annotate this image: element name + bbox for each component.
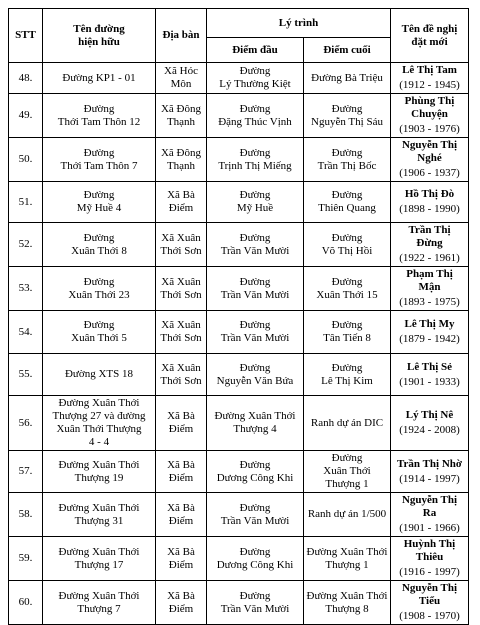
cell-line: Đường	[331, 452, 363, 464]
table-row	[9, 182, 469, 223]
cell-line: Mận	[418, 281, 441, 293]
cell-line: Đường Xuân Thới	[306, 589, 388, 602]
cell-line: Đường	[239, 146, 271, 159]
cell-line: Đường	[83, 146, 115, 159]
cell-years: (1901 - 1933)	[399, 375, 460, 388]
cell-line: Đường Xuân Thới	[306, 545, 388, 558]
cell-start-point	[207, 354, 304, 396]
cell-start-point	[207, 138, 304, 182]
cell-current-name	[43, 138, 156, 182]
cell-new-name	[391, 182, 469, 223]
cell-start-point	[207, 537, 304, 581]
cell-stt: 49.	[9, 94, 43, 138]
cell-line: Môn	[170, 78, 192, 90]
cell-years: (1924 - 2008)	[399, 424, 460, 436]
cell-line: Trần Thị Nhờ	[397, 457, 462, 470]
cell-new-name	[391, 267, 469, 311]
cell-stt: 48.	[9, 63, 43, 94]
cell-stt: 56.	[9, 396, 43, 451]
cell-line: Thới Sơn	[160, 244, 202, 257]
cell-line: Đường	[239, 65, 271, 77]
cell-stt: 57.	[9, 451, 43, 493]
table-row	[9, 63, 469, 94]
cell-line: Thới Tam Thôn 12	[57, 115, 141, 128]
cell-current-name	[43, 223, 156, 267]
cell-line: Điểm	[168, 471, 194, 484]
cell-stt: 59.	[9, 537, 43, 581]
cell-line: Đường	[239, 361, 271, 374]
cell-line: Đường	[239, 545, 271, 558]
cell-line: Lý Thường Kiệt	[219, 78, 291, 90]
cell-end-point	[304, 182, 391, 223]
cell-area	[156, 581, 207, 625]
cell-stt: 58.	[9, 493, 43, 537]
cell-line: Đường	[331, 189, 363, 201]
cell-current-name	[43, 396, 156, 451]
cell-line: Đặng Thúc Vịnh	[218, 115, 292, 128]
cell-line: Trần Thị Bốc	[317, 159, 377, 172]
table-row	[9, 267, 469, 311]
cell-line: Lê Thị Tam	[402, 64, 457, 76]
cell-line: Xuân Thới Thượng	[56, 423, 142, 435]
cell-line: Xã Bà	[167, 501, 195, 514]
cell-area	[156, 267, 207, 311]
cell-line: Đường Xuân Thới	[58, 458, 140, 471]
cell-line: Xuân Thới 8	[71, 244, 127, 257]
cell-line: Thới Sơn	[160, 374, 202, 387]
cell-new-name	[391, 537, 469, 581]
cell-line: Xuân Thới	[323, 465, 371, 477]
cell-line: Thượng 17	[74, 558, 124, 571]
cell-line: Thượng 1	[325, 558, 369, 571]
cell-stt: 54.	[9, 311, 43, 354]
cell-line: Đường	[331, 146, 363, 159]
cell-line: Dương Công Khi	[216, 471, 294, 484]
cell-line: Nguyễn Thị	[401, 494, 458, 506]
cell-line: Đường	[83, 275, 115, 288]
cell-current-name	[43, 354, 156, 396]
cell-line: Thượng 8	[325, 602, 369, 615]
cell-line: Đường	[331, 319, 363, 331]
header-area: Địa bàn	[156, 9, 207, 63]
cell-area	[156, 396, 207, 451]
cell-line: Đường	[239, 102, 271, 115]
cell-line: Xã Bà	[167, 458, 195, 471]
cell-line: Xã Xuân	[161, 361, 201, 374]
cell-end-point	[304, 63, 391, 94]
cell-line: Đường	[331, 361, 363, 374]
cell-years: (1898 - 1990)	[399, 203, 460, 215]
cell-line: Võ Thị Hồi	[321, 244, 373, 257]
table-row	[9, 94, 469, 138]
table-body	[9, 63, 469, 625]
cell-line: Đường	[83, 231, 115, 244]
cell-line: Chuyện	[411, 108, 448, 120]
cell-line: Đường Xuân Thới	[58, 397, 140, 409]
cell-area	[156, 223, 207, 267]
table-row	[9, 493, 469, 537]
cell-current-name	[43, 537, 156, 581]
header-route: Lý trình	[207, 9, 391, 38]
cell-line: Ranh dự án DIC	[310, 416, 384, 429]
cell-area	[156, 354, 207, 396]
cell-current-name	[43, 311, 156, 354]
cell-line: Xã Đông	[160, 102, 202, 115]
cell-new-name	[391, 223, 469, 267]
cell-years: (1901 - 1966)	[399, 522, 460, 534]
header-current-name: Tên đường hiện hữu	[43, 9, 156, 63]
table-row	[9, 223, 469, 267]
cell-years: (1903 - 1976)	[399, 123, 460, 135]
cell-line: Thiêu	[415, 551, 444, 563]
cell-end-point	[304, 311, 391, 354]
cell-line: Xuân Thới 5	[71, 332, 127, 344]
cell-line: Thạnh	[166, 159, 196, 172]
cell-end-point	[304, 396, 391, 451]
cell-line: Đường Bà Triệu	[311, 71, 383, 84]
cell-line: Đường	[331, 231, 363, 244]
header-new-name: Tên đề nghị đặt mới	[391, 9, 469, 63]
cell-end-point	[304, 451, 391, 493]
cell-start-point	[207, 182, 304, 223]
cell-line: Đường XTS 18	[64, 368, 133, 380]
cell-line: Trần Thị	[408, 224, 451, 236]
cell-area	[156, 537, 207, 581]
table-row	[9, 537, 469, 581]
cell-line: Đường	[331, 102, 363, 115]
cell-end-point	[304, 493, 391, 537]
cell-current-name	[43, 267, 156, 311]
cell-line: 4 - 4	[88, 436, 110, 448]
cell-end-point	[304, 138, 391, 182]
cell-line: Thới Tam Thôn 7	[60, 159, 138, 172]
cell-line: Thượng 19	[74, 471, 124, 484]
cell-line: Điểm	[168, 514, 194, 527]
cell-current-name	[43, 63, 156, 94]
cell-new-name	[391, 493, 469, 537]
cell-line: Ra	[422, 507, 437, 519]
cell-line: Điểm	[168, 202, 194, 214]
cell-line: Điểm	[168, 602, 194, 615]
cell-line: Xuân Thới 23	[68, 288, 130, 301]
cell-line: Đường	[331, 275, 363, 288]
cell-years: (1912 - 1945)	[399, 79, 460, 91]
cell-line: Nguyễn Thị	[401, 582, 458, 594]
table-row	[9, 396, 469, 451]
cell-line: Huỳnh Thị	[403, 538, 456, 550]
cell-line: Ranh dự án 1/500	[307, 508, 387, 520]
cell-line: Đường	[239, 231, 271, 244]
cell-line: Đường Xuân Thới	[214, 410, 296, 422]
cell-line: Thượng 27 và đường	[52, 410, 146, 422]
cell-area	[156, 493, 207, 537]
cell-end-point	[304, 223, 391, 267]
cell-line: Đường	[83, 319, 115, 331]
cell-area	[156, 182, 207, 223]
cell-stt: 60.	[9, 581, 43, 625]
cell-line: Lê Thị Sẻ	[406, 360, 453, 373]
cell-end-point	[304, 537, 391, 581]
cell-line: Nguyễn Thị	[401, 139, 458, 151]
cell-line: Thới Sơn	[160, 332, 202, 344]
cell-line: Lê Thị My	[404, 318, 455, 330]
cell-years: (1906 - 1937)	[399, 167, 460, 179]
cell-line: Đừng	[416, 237, 443, 249]
cell-line: Điểm	[168, 558, 194, 571]
cell-stt: 55.	[9, 354, 43, 396]
road-naming-table	[8, 8, 469, 625]
cell-line: Xã Bà	[167, 545, 195, 558]
cell-area	[156, 311, 207, 354]
cell-line: Trần Văn Mười	[220, 514, 290, 527]
cell-line: Thượng 7	[77, 602, 121, 615]
cell-new-name	[391, 451, 469, 493]
cell-line: Nghé	[417, 152, 442, 164]
cell-stt: 52.	[9, 223, 43, 267]
cell-stt: 51.	[9, 182, 43, 223]
cell-start-point	[207, 581, 304, 625]
cell-line: Điểm	[168, 423, 194, 435]
cell-line: Nguyễn Thị Sáu	[311, 115, 383, 128]
cell-current-name	[43, 451, 156, 493]
cell-line: Xã Bà	[167, 410, 195, 422]
header-end: Điểm cuối	[304, 38, 391, 63]
cell-line: Thượng 31	[74, 514, 124, 527]
cell-line: Đường Xuân Thới	[58, 589, 140, 602]
table-row	[9, 581, 469, 625]
cell-area	[156, 138, 207, 182]
cell-line: Xuân Thới 15	[316, 288, 378, 301]
cell-years: (1922 - 1961)	[399, 252, 460, 264]
cell-end-point	[304, 94, 391, 138]
cell-line: Xã Hóc	[164, 65, 198, 77]
cell-end-point	[304, 267, 391, 311]
cell-line: Thượng 4	[233, 423, 277, 435]
cell-start-point	[207, 223, 304, 267]
cell-current-name	[43, 94, 156, 138]
table-row	[9, 354, 469, 396]
cell-line: Đường	[239, 501, 271, 514]
cell-line: Đường	[239, 319, 271, 331]
cell-start-point	[207, 63, 304, 94]
cell-start-point	[207, 451, 304, 493]
cell-new-name	[391, 396, 469, 451]
cell-new-name	[391, 354, 469, 396]
cell-new-name	[391, 311, 469, 354]
cell-years: (1914 - 1997)	[399, 472, 460, 485]
cell-line: Đường KP1 - 01	[62, 71, 136, 84]
cell-line: Trịnh Thị Miếng	[218, 159, 292, 172]
table-row	[9, 451, 469, 493]
cell-start-point	[207, 94, 304, 138]
cell-line: Đường	[239, 275, 271, 288]
cell-stt: 50.	[9, 138, 43, 182]
cell-line: Trần Văn Mười	[220, 244, 290, 257]
cell-line: Xã Bà	[167, 189, 195, 201]
cell-years: (1916 - 1997)	[399, 566, 460, 578]
cell-new-name	[391, 581, 469, 625]
cell-start-point	[207, 493, 304, 537]
cell-line: Nguyễn Văn Bứa	[216, 374, 294, 387]
cell-line: Mỹ Huề	[236, 202, 274, 214]
cell-line: Xã Xuân	[161, 275, 201, 288]
cell-end-point	[304, 581, 391, 625]
cell-start-point	[207, 311, 304, 354]
cell-line: Phùng Thị	[404, 95, 455, 107]
cell-stt: 53.	[9, 267, 43, 311]
cell-area	[156, 63, 207, 94]
cell-line: Trần Văn Mười	[220, 602, 290, 615]
header-stt: STT	[9, 9, 43, 63]
cell-area	[156, 94, 207, 138]
cell-end-point	[304, 354, 391, 396]
cell-line: Xã Bà	[167, 589, 195, 602]
cell-line: Trần Văn Mười	[220, 288, 290, 301]
cell-line: Đường	[83, 102, 115, 115]
cell-line: Hồ Thị Đò	[404, 188, 455, 200]
cell-line: Mỹ Huề 4	[76, 202, 122, 214]
cell-line: Xã Đông	[160, 146, 202, 159]
cell-line: Phạm Thị	[406, 268, 453, 280]
cell-area	[156, 451, 207, 493]
cell-years: (1879 - 1942)	[399, 333, 460, 345]
cell-line: Đường	[239, 458, 271, 471]
cell-line: Thạnh	[166, 115, 196, 128]
cell-new-name	[391, 138, 469, 182]
cell-current-name	[43, 182, 156, 223]
header-start: Điểm đầu	[207, 38, 304, 63]
cell-line: Thới Sơn	[160, 288, 202, 301]
cell-line: Đường	[239, 589, 271, 602]
cell-new-name	[391, 63, 469, 94]
cell-line: Xã Xuân	[161, 231, 201, 244]
cell-years: (1893 - 1975)	[399, 296, 460, 308]
cell-line: Đường Xuân Thới	[58, 545, 140, 558]
cell-line: Thiên Quang	[318, 202, 376, 214]
cell-current-name	[43, 493, 156, 537]
cell-line: Thượng 1	[325, 478, 369, 490]
cell-new-name	[391, 94, 469, 138]
cell-line: Tiểu	[418, 595, 441, 607]
cell-line: Tân Tiến 8	[323, 332, 371, 344]
cell-current-name	[43, 581, 156, 625]
cell-line: Trần Văn Mười	[220, 332, 290, 344]
cell-start-point	[207, 267, 304, 311]
cell-line: Đường Xuân Thới	[58, 501, 140, 514]
cell-line: Đường	[239, 189, 271, 201]
cell-line: Lê Thị Kim	[321, 374, 373, 387]
cell-years: (1908 - 1970)	[399, 610, 460, 622]
table-row	[9, 138, 469, 182]
cell-line: Xã Xuân	[161, 319, 201, 331]
cell-line: Đường	[83, 189, 115, 201]
cell-start-point	[207, 396, 304, 451]
cell-line: Lý Thị Nê	[405, 409, 454, 421]
cell-line: Dương Công Khi	[216, 558, 294, 571]
table-row	[9, 311, 469, 354]
